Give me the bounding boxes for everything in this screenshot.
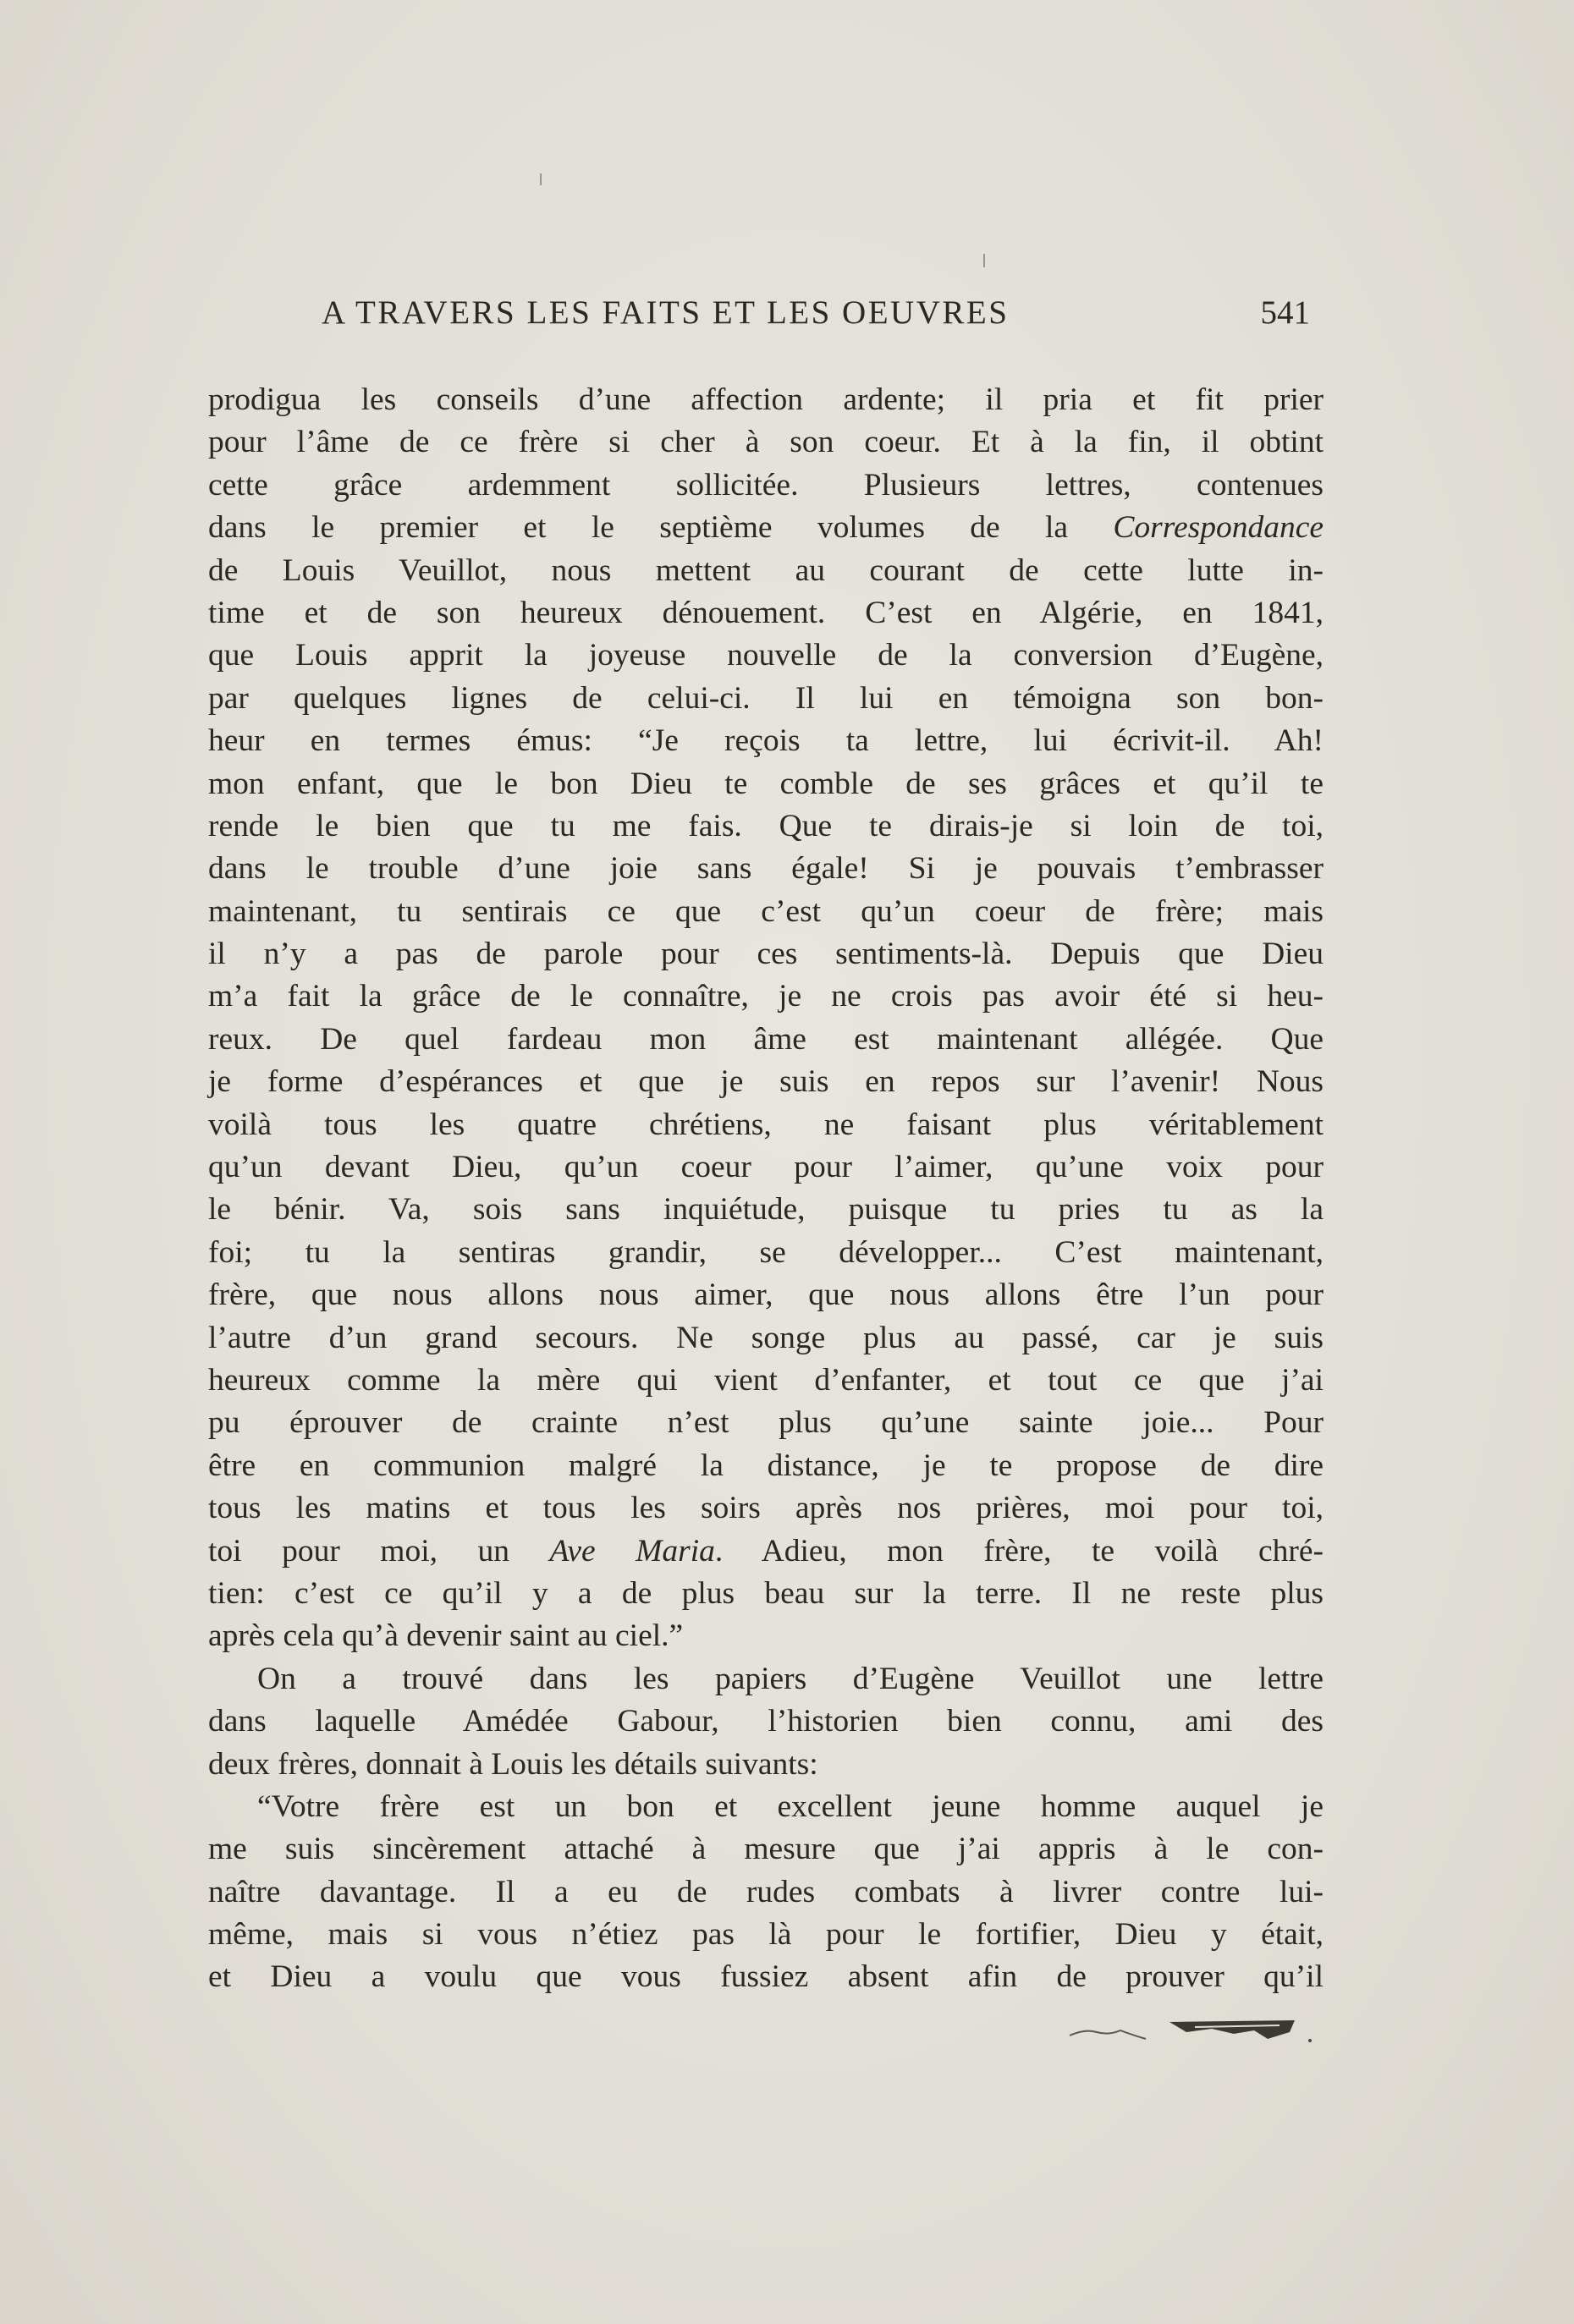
text-line: heur en termes émus: “Je reçois ta lettre, lui écrivit-il. Ah!	[208, 723, 1324, 759]
text-line: “Votre frère est un bon et excellent jeune homme auquel je	[257, 1788, 1324, 1824]
text-line: cette grâce ardemment sollicitée. Plusieurs lettres, contenues	[208, 467, 1324, 503]
text-line: voilà tous les quatre chrétiens, ne faisant plus véritablement	[208, 1107, 1324, 1142]
text-line: maintenant, tu sentirais ce que c’est qu’un coeur de frère; mais	[208, 893, 1324, 929]
text-line: dans laquelle Amédée Gabour, l’historien bien connu, ami des	[208, 1704, 1324, 1739]
page-header	[322, 289, 1310, 337]
text-line: prodigua les conseils d’une affection ardente; il pria et fit prier	[208, 382, 1324, 417]
text-line: rende le bien que tu me fais. Que te dirais-je si loin de toi,	[208, 808, 1324, 843]
text-line: mon enfant, que le bon Dieu te comble de ses grâces et qu’il te	[208, 766, 1324, 801]
body-text	[208, 379, 1324, 1999]
text-segment: toi pour moi, un	[208, 1533, 550, 1569]
ink-smudge	[1068, 2017, 1313, 2046]
text-line: reux. De quel fardeau mon âme est maintenant allégée. Que	[208, 1021, 1324, 1057]
text-line: foi; tu la sentiras grandir, se développer... C’est maintenant,	[208, 1234, 1324, 1270]
text-segment: dans le premier et le septième volumes de la	[208, 510, 1114, 546]
italic-title: Correspondance	[1113, 510, 1324, 546]
text-line: dans le trouble d’une joie sans égale! Si je pouvais t’embrasser	[208, 851, 1324, 887]
italic-title: Ave Maria	[549, 1533, 715, 1569]
text-line: pour l’âme de ce frère si cher à son coeur. Et à la fin, il obtint	[208, 425, 1324, 460]
running-head: A TRAVERS LES FAITS ET LES OEUVRES	[322, 294, 1010, 331]
text-line: après cela qu’à devenir saint au ciel.”	[208, 1618, 684, 1654]
page-number: 541	[1260, 294, 1310, 331]
text-line: l’autre d’un grand secours. Ne songe plus au passé, car je suis	[208, 1320, 1324, 1355]
paper-mark	[540, 173, 542, 185]
text-line: time et de son heureux dénouement. C’est en Algérie, en 1841,	[208, 595, 1324, 630]
text-line: naître davantage. Il a eu de rudes combats à livrer contre lui-	[208, 1874, 1324, 1909]
text-line: pu éprouver de crainte n’est plus qu’une sainte joie... Pour	[208, 1405, 1324, 1441]
text-line: m’a fait la grâce de le connaître, je ne crois pas avoir été si heu-	[208, 979, 1324, 1014]
text-line: de Louis Veuillot, nous mettent au courant de cette lutte in-	[208, 552, 1324, 588]
text-line: frère, que nous allons nous aimer, que nous allons être l’un pour	[208, 1277, 1324, 1313]
paper-mark	[983, 254, 985, 267]
text-line: tous les matins et tous les soirs après nos prières, moi pour toi,	[208, 1491, 1324, 1526]
text-line: être en communion malgré la distance, je te propose de dire	[208, 1448, 1324, 1483]
text-line: par quelques lignes de celui-ci. Il lui en témoigna son bon-	[208, 680, 1324, 716]
text-line: me suis sincèrement attaché à mesure que j’ai appris à le con-	[208, 1832, 1324, 1867]
text-line: je forme d’espérances et que je suis en repos sur l’avenir! Nous	[208, 1064, 1324, 1100]
text-line: le bénir. Va, sois sans inquiétude, puisque tu pries tu as la	[208, 1192, 1324, 1228]
text-line: même, mais si vous n’étiez pas là pour le fortifier, Dieu y était,	[208, 1917, 1324, 1953]
text-line: il n’y a pas de parole pour ces sentiments-là. Depuis que Dieu	[208, 937, 1324, 972]
text-line: et Dieu a voulu que vous fussiez absent afin de prouver qu’il	[208, 1959, 1324, 1995]
text-line	[208, 507, 1324, 549]
text-line: tien: c’est ce qu’il y a de plus beau sur la terre. Il ne reste plus	[208, 1575, 1324, 1611]
text-line: On a trouvé dans les papiers d’Eugène Veuillot une lettre	[257, 1661, 1324, 1696]
text-line	[208, 1530, 1324, 1573]
text-line: que Louis apprit la joyeuse nouvelle de la conversion d’Eugène,	[208, 638, 1324, 673]
text-line: qu’un devant Dieu, qu’un coeur pour l’aimer, qu’une voix pour	[208, 1150, 1324, 1185]
text-line: heureux comme la mère qui vient d’enfanter, et tout ce que j’ai	[208, 1362, 1324, 1398]
text-segment: . Adieu, mon frère, te voilà chré-	[714, 1533, 1324, 1569]
text-line: deux frères, donnait à Louis les détails suivants:	[208, 1746, 818, 1782]
